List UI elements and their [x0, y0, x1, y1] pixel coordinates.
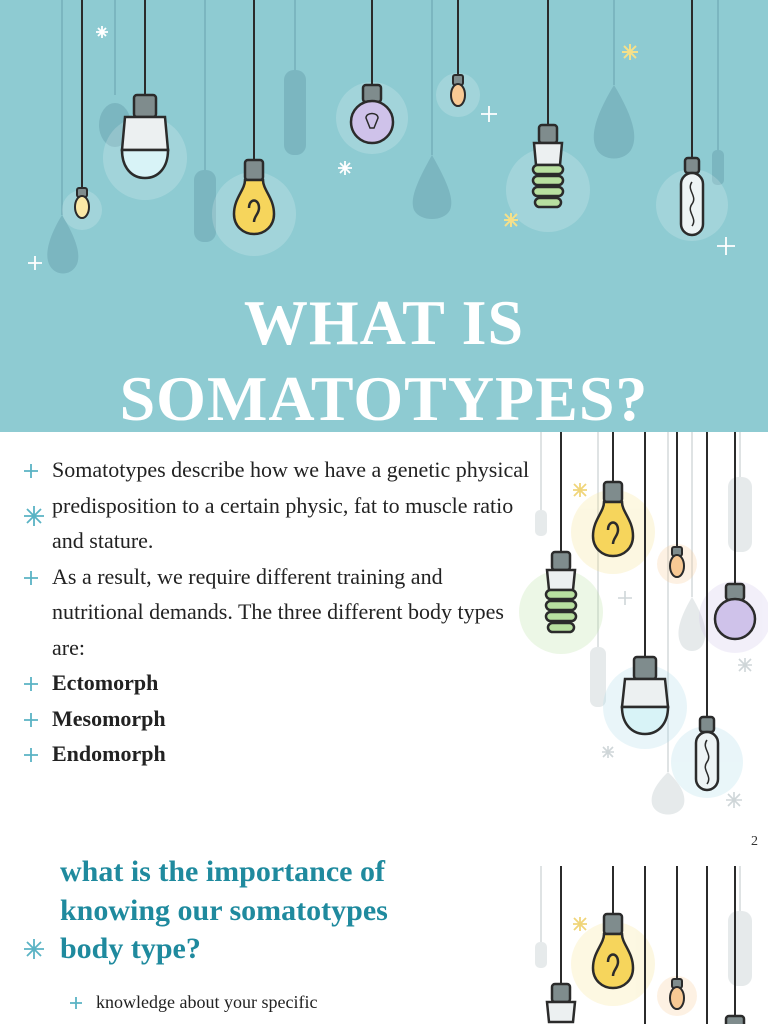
bullet-item: [18, 736, 538, 772]
next-slide: [0, 856, 768, 1024]
page-number: 2: [751, 834, 758, 849]
bullet-text: knowledge about your specific: [96, 992, 318, 1012]
bullet-item: [18, 701, 538, 737]
sparkle-icon: [22, 569, 40, 587]
title-line-3: body type?: [60, 932, 201, 965]
sparkle-icon: [22, 746, 40, 764]
title-line-1: WHAT IS: [243, 287, 525, 358]
title-line-2: knowing our somatotypes: [60, 893, 388, 927]
bullet-text: Ectomorph: [52, 670, 159, 695]
bullet-text: Mesomorph: [52, 705, 166, 731]
bullet-item: [18, 665, 538, 701]
sparkle-icon: [22, 462, 40, 480]
bullet-item: [18, 559, 538, 666]
sparkle-icon: [22, 675, 40, 693]
slide-title: [0, 285, 768, 432]
title-slide: [0, 0, 768, 432]
title-line-1: what is the importance of: [60, 856, 385, 888]
title-line-2: SOMATOTYPES?: [119, 363, 649, 432]
bullet-list: [18, 452, 538, 772]
content-slide: [0, 432, 768, 856]
sparkle-icon: [22, 711, 40, 729]
bullet-text: Endomorph: [52, 741, 166, 766]
slide-title: [60, 856, 520, 969]
bullet-item: [18, 452, 538, 559]
bullet-text: Somatotypes describe how we have a genetic physical predisposition to a certain physic, fat to muscle ratio and stature.: [52, 457, 530, 553]
bullet-text: As a result, we require different training and nutritional demands. The three different body types are:: [52, 563, 504, 660]
